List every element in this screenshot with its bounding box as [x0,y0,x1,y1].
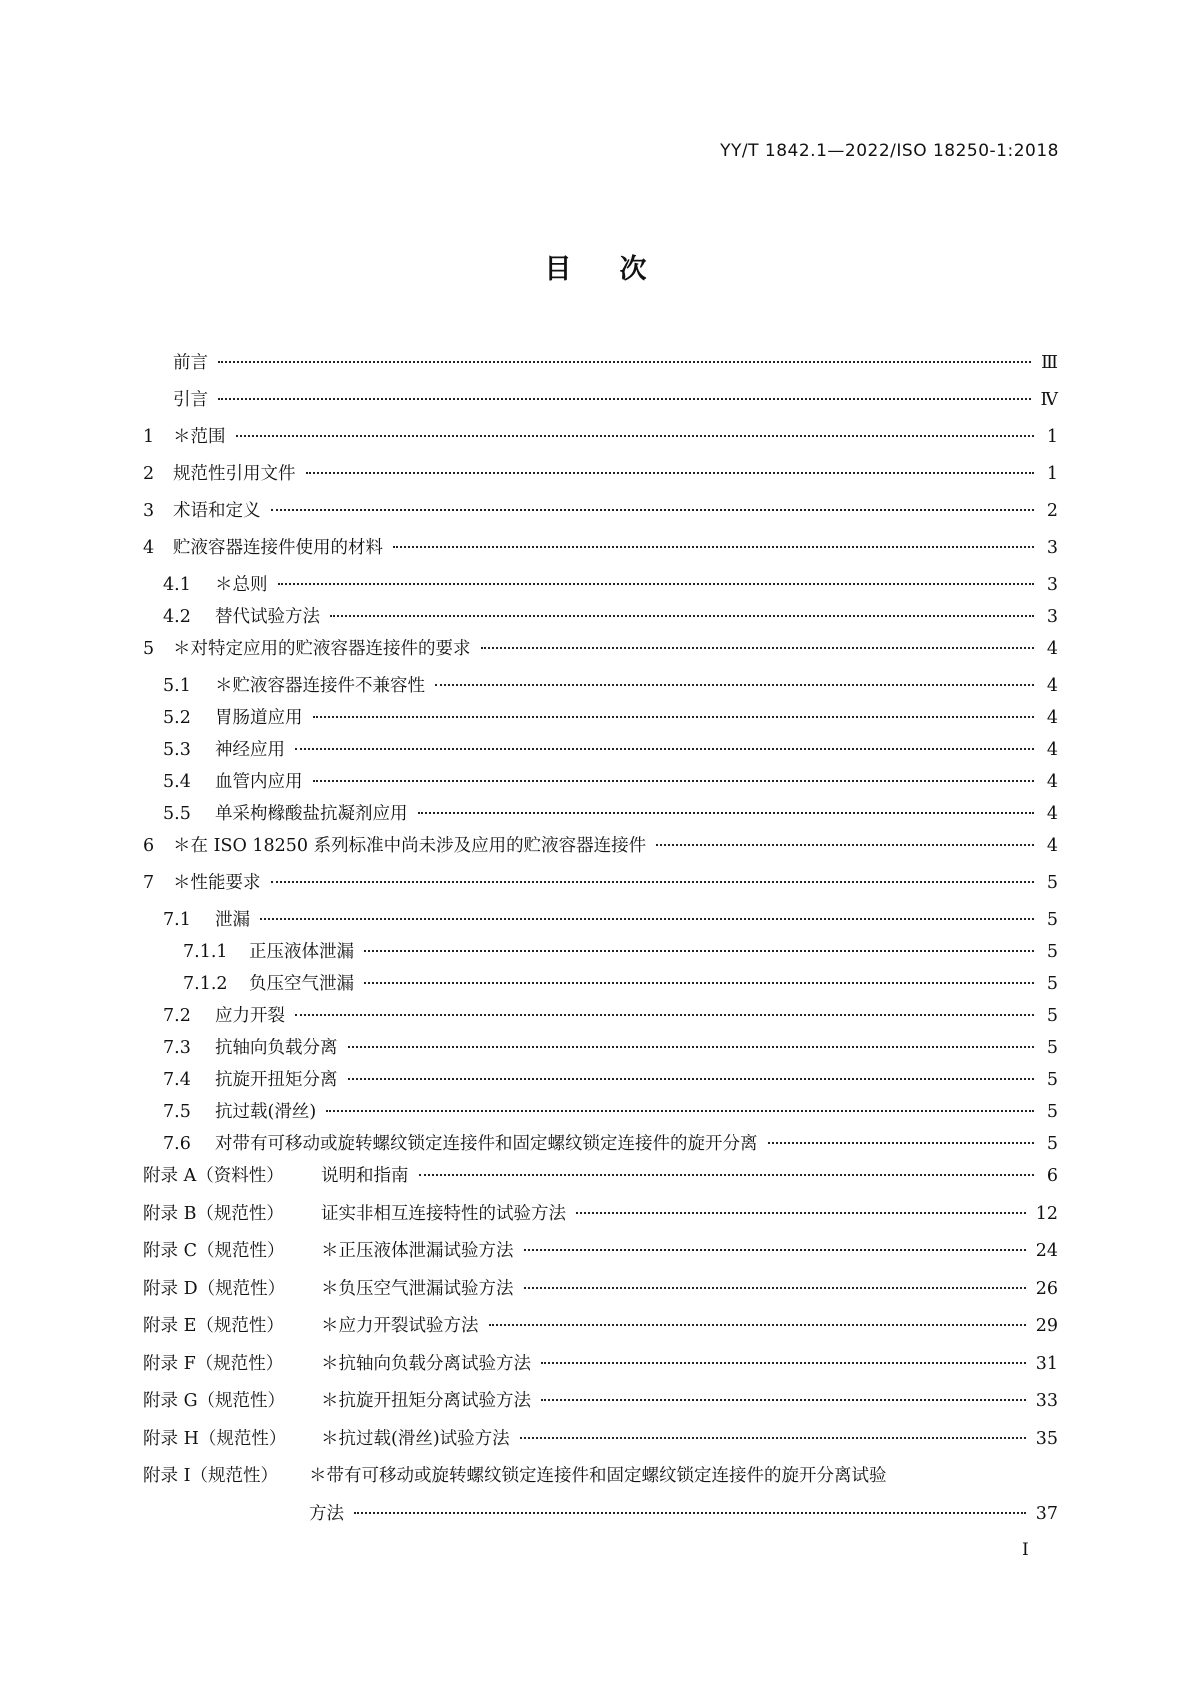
toc-entry-page: 5 [1046,942,1058,962]
toc-entry[interactable] [143,534,1058,571]
dot-leader [489,1324,1026,1326]
dot-leader [656,844,1034,846]
dot-leader [768,1142,1035,1144]
toc-entry-number: 附录 A（资料性） [143,1166,284,1186]
dot-leader [419,1174,1035,1176]
toc-entry[interactable] [143,768,1058,800]
toc-entry-page: 4 [1046,740,1058,760]
toc-entry-number: 附录 G（规范性） [143,1391,286,1411]
toc-entry[interactable] [143,497,1058,534]
toc-entry-label: 负压空气泄漏 [249,974,354,994]
toc-entry-label: 对带有可移动或旋转螺纹锁定连接件和固定螺纹锁定连接件的旋开分离 [215,1134,758,1154]
toc-entry[interactable] [143,1350,1058,1388]
toc-entry[interactable] [143,460,1058,497]
toc-entry-label: 前言 [173,353,208,373]
standard-code: YY/T 1842.1—2022/ISO 18250-1:2018 [720,141,1059,161]
dot-leader [295,1014,1034,1016]
toc-entry-page: 3 [1046,538,1058,558]
toc-entry-page: Ⅲ [1041,353,1058,373]
dot-leader [271,509,1035,511]
toc-entry-page: 24 [1035,1241,1058,1261]
toc-entry-number: 7.2 [163,1006,191,1026]
dot-leader [330,615,1034,617]
toc-entry-label: 证实非相互连接特性的试验方法 [321,1203,566,1224]
dot-leader [364,982,1034,984]
toc-entry-label: 抗过载(滑丝) [215,1102,317,1122]
toc-entry-label: 抗轴向负载分离 [215,1038,338,1058]
toc-entry[interactable] [143,1387,1058,1425]
dot-leader [524,1287,1026,1289]
toc-entry-number: 附录 I（规范性） [143,1466,278,1486]
toc-entry-number: 5.4 [163,772,191,792]
toc-entry-number: 附录 E（规范性） [143,1316,284,1336]
toc-entry[interactable] [143,1130,1058,1162]
toc-entry-page: 4 [1046,676,1058,696]
toc-entry[interactable] [143,906,1058,938]
toc-entry[interactable] [143,603,1058,635]
page-title: 目次 [544,254,695,285]
toc-entry-label: 胃肠道应用 [215,708,303,728]
toc-entry-number: 4.2 [163,607,191,627]
dot-leader [295,748,1034,750]
toc-entry-number: 附录 B（规范性） [143,1203,284,1224]
toc-entry-number: 3 [143,501,155,521]
dot-leader [393,546,1034,548]
toc-entry-page: 1 [1046,464,1058,484]
toc-entry-label: 贮液容器连接件使用的材料 [173,538,383,558]
toc-entry-label: 正压液体泄漏 [249,942,354,962]
dot-leader [435,684,1034,686]
toc-entry[interactable] [143,1275,1058,1313]
toc-entry[interactable] [143,970,1058,1002]
toc-entry[interactable] [143,423,1058,460]
dot-leader [326,1110,1034,1112]
dot-leader [218,398,1031,400]
toc-entry-label: 血管内应用 [215,772,303,792]
dot-leader [260,918,1034,920]
toc-entry[interactable] [143,635,1058,672]
toc-entry-label: 神经应用 [215,740,285,760]
toc-entry-number: 7.1.2 [183,974,228,994]
toc-entry[interactable] [143,1425,1058,1463]
toc-entry-label: 单采枸橼酸盐抗凝剂应用 [215,804,408,824]
dot-leader [576,1212,1026,1214]
toc-entry-number: 7.3 [163,1038,191,1058]
toc-entry-label: ＊在 ISO 18250 系列标准中尚未涉及应用的贮液容器连接件 [173,836,647,856]
toc-entry-page: 5 [1046,873,1058,893]
toc-entry-page: 31 [1035,1353,1058,1374]
toc-entry[interactable] [143,1312,1058,1350]
toc-entry[interactable] [143,1002,1058,1034]
toc-entry-label: 引言 [173,390,208,410]
dot-leader [354,1512,1026,1514]
toc-entry-number: 5 [143,639,155,659]
toc-entry-number: 5.2 [163,708,191,728]
toc-entry[interactable] [143,1098,1058,1130]
toc-entry-number: 5.5 [163,804,191,824]
dot-leader [524,1249,1026,1251]
dot-leader [418,812,1035,814]
toc-entry-label: ＊抗轴向负载分离试验方法 [321,1353,531,1374]
dot-leader [364,950,1034,952]
toc-entry-label: 抗旋开扭矩分离 [215,1070,338,1090]
toc-entry[interactable] [143,1200,1058,1238]
toc-entry-label: ＊应力开裂试验方法 [321,1316,479,1336]
toc-entry-page: 33 [1035,1391,1058,1411]
dot-leader [520,1437,1026,1439]
toc-entry-number: 附录 H（规范性） [143,1428,287,1449]
toc-entry[interactable] [143,1034,1058,1066]
toc-entry-label: ＊贮液容器连接件不兼容性 [215,676,425,696]
toc-entry-page: 6 [1046,1166,1058,1186]
toc-entry-number: 7.5 [163,1102,191,1122]
dot-leader [348,1078,1035,1080]
dot-leader [481,647,1035,649]
toc-entry-number: 4 [143,538,155,558]
page-number: Ⅰ [1022,1540,1029,1560]
toc-entry-page: 4 [1046,804,1058,824]
toc-entry-number: 附录 D（规范性） [143,1278,286,1299]
toc-entry-label: ＊对特定应用的贮液容器连接件的要求 [173,639,471,659]
toc-entry[interactable] [143,1066,1058,1098]
toc-entry[interactable] [143,672,1058,704]
toc-entry-page: 35 [1035,1428,1058,1449]
toc-entry-number: 4.1 [163,575,191,595]
toc-entry[interactable] [143,1462,1058,1500]
toc-entry-page: 4 [1046,639,1058,659]
toc-entry-page: 3 [1046,607,1058,627]
toc-entry-label: 说明和指南 [321,1166,409,1186]
dot-leader [278,583,1035,585]
toc-entry-label: 替代试验方法 [215,607,320,627]
dot-leader [271,881,1035,883]
toc-entry-label: ＊带有可移动或旋转螺纹锁定连接件和固定螺纹锁定连接件的旋开分离试验 [309,1466,887,1486]
toc-entry-page: 5 [1046,1070,1058,1090]
toc-entry-label: ＊总则 [215,575,268,595]
toc-entry-number: 附录 C（规范性） [143,1241,285,1261]
toc-entry-page: 2 [1046,501,1058,521]
toc-entry-label: 规范性引用文件 [173,464,296,484]
toc-entry-number: 7.4 [163,1070,191,1090]
toc-entry[interactable] [143,1162,1058,1200]
toc-entry-page: 5 [1046,1102,1058,1122]
toc-entry-page: 37 [1035,1503,1058,1524]
toc-entry[interactable] [143,938,1058,970]
dot-leader [541,1399,1026,1401]
dot-leader [541,1362,1026,1364]
toc-entry-page: 4 [1046,708,1058,728]
toc-entry-label: 泄漏 [215,910,250,930]
toc-entry-page: 1 [1046,427,1058,447]
toc-entry-page: Ⅳ [1040,390,1058,410]
toc-entry-number: 6 [143,836,155,856]
toc-entry-label: ＊性能要求 [173,873,261,893]
dot-leader [236,435,1035,437]
toc-entry-number: 7 [143,873,155,893]
toc-entry[interactable] [143,800,1058,832]
toc-entry-page: 3 [1046,575,1058,595]
toc-entry[interactable] [143,832,1058,869]
toc-entry[interactable] [143,736,1058,768]
toc-entry-page: 12 [1035,1203,1058,1224]
toc-entry-page: 5 [1046,974,1058,994]
toc-entry-label: 方法 [309,1503,344,1524]
toc-entry-label: 应力开裂 [215,1006,285,1026]
toc-entry-label: ＊负压空气泄漏试验方法 [321,1278,514,1299]
dot-leader [348,1046,1035,1048]
toc-entry[interactable] [143,386,1058,423]
toc-entry-continuation[interactable] [143,1500,1058,1537]
toc-entry-page: 5 [1046,910,1058,930]
toc-entry[interactable] [143,349,1058,386]
toc-entry-number: 1 [143,427,155,447]
toc-entry[interactable] [143,1237,1058,1275]
toc-entry-page: 5 [1046,1134,1058,1154]
toc-entry-label: ＊抗旋开扭矩分离试验方法 [321,1391,531,1411]
toc-entry-page: 4 [1046,836,1058,856]
toc-entry-label: ＊范围 [173,427,226,447]
dot-leader [306,472,1035,474]
toc-entry-number: 7.1.1 [183,942,228,962]
toc-entry-number: 7.6 [163,1134,191,1154]
toc-entry-number: 5.1 [163,676,191,696]
toc-entry-number: 5.3 [163,740,191,760]
toc-entry-label: ＊抗过载(滑丝)试验方法 [321,1428,510,1449]
toc-entry-page: 5 [1046,1006,1058,1026]
toc-entry-page: 29 [1035,1316,1058,1336]
dot-leader [218,361,1031,363]
toc-entry-label: 术语和定义 [173,501,261,521]
dot-leader [313,716,1035,718]
toc-entry[interactable] [143,869,1058,906]
toc-entry-page: 26 [1035,1278,1058,1299]
toc-entry-number: 7.1 [163,910,191,930]
toc-entry[interactable] [143,571,1058,603]
toc-entry-label: ＊正压液体泄漏试验方法 [321,1241,514,1261]
toc-entry-page: 5 [1046,1038,1058,1058]
table-of-contents [143,349,1058,1537]
dot-leader [313,780,1035,782]
toc-entry[interactable] [143,704,1058,736]
toc-entry-number: 2 [143,464,155,484]
toc-entry-page: 4 [1046,772,1058,792]
toc-entry-number: 附录 F（规范性） [143,1353,284,1374]
